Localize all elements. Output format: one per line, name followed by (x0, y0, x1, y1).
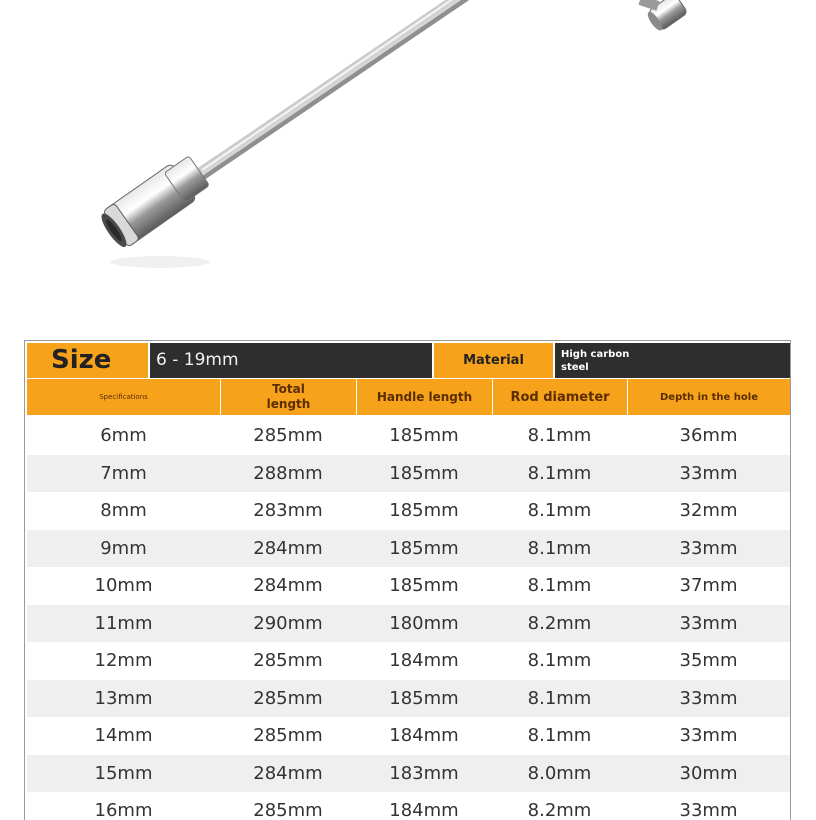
table-row (27, 567, 790, 605)
spec-cell: 6mm (100, 425, 147, 447)
rod-diameter-cell: 8.1mm (527, 425, 592, 447)
table-row (27, 530, 790, 568)
depth-cell: 33mm (679, 612, 738, 634)
total-length-cell: 288mm (253, 462, 323, 484)
spec-cell: 15mm (94, 762, 153, 784)
table-row (27, 642, 790, 680)
table-row (27, 417, 790, 455)
total-length-cell: 285mm (253, 800, 323, 820)
rod-diameter-cell: 8.1mm (527, 575, 592, 597)
handle-length-cell: 185mm (389, 537, 459, 559)
spec-cell: 14mm (94, 725, 153, 747)
table-title-bar (25, 341, 791, 379)
header-specifications: Specifications (99, 393, 148, 401)
table-row (27, 455, 790, 493)
header-depth-in-hole: Depth in the hole (627, 379, 790, 415)
material-label: Material (432, 343, 553, 378)
handle-length-cell: 184mm (389, 800, 459, 820)
rod-diameter-cell: 8.2mm (527, 800, 592, 820)
spec-cell: 13mm (94, 687, 153, 709)
spec-table (24, 340, 791, 820)
rod-diameter-cell: 8.2mm (527, 612, 592, 634)
total-length-cell: 284mm (253, 575, 323, 597)
table-header-row (27, 379, 790, 415)
rod-diameter-cell: 8.1mm (527, 500, 592, 522)
rod-diameter-cell: 8.1mm (527, 725, 592, 747)
size-value: 6 - 19mm (148, 343, 432, 378)
depth-cell: 33mm (679, 687, 738, 709)
table-row (27, 680, 790, 718)
header-handle-length: Handle length (356, 379, 492, 415)
total-length-cell: 285mm (253, 425, 323, 447)
wrench-product-image (0, 0, 816, 330)
spec-cell: 10mm (94, 575, 153, 597)
rod-diameter-cell: 8.1mm (527, 537, 592, 559)
depth-cell: 30mm (679, 762, 738, 784)
handle-length-cell: 180mm (389, 612, 459, 634)
handle-length-cell: 183mm (389, 762, 459, 784)
total-length-cell: 285mm (253, 725, 323, 747)
table-body (27, 417, 790, 820)
depth-cell: 33mm (679, 462, 738, 484)
handle-length-cell: 185mm (389, 462, 459, 484)
total-length-cell: 284mm (253, 537, 323, 559)
handle-length-cell: 185mm (389, 425, 459, 447)
handle-length-cell: 185mm (389, 575, 459, 597)
table-row (27, 755, 790, 793)
header-total-length-line1: Total (272, 382, 305, 396)
spec-cell: 9mm (100, 537, 147, 559)
rod-diameter-cell: 8.1mm (527, 650, 592, 672)
material-value (553, 343, 790, 378)
handle-length-cell: 185mm (389, 687, 459, 709)
depth-cell: 37mm (679, 575, 738, 597)
total-length-cell: 283mm (253, 500, 323, 522)
spec-cell: 12mm (94, 650, 153, 672)
depth-cell: 33mm (679, 537, 738, 559)
handle-length-cell: 184mm (389, 650, 459, 672)
material-value-line2: steel (561, 362, 589, 373)
spec-cell: 7mm (100, 462, 147, 484)
material-value-line1: High carbon (561, 349, 630, 360)
header-total-length-line2: length (266, 397, 311, 411)
spec-cell: 8mm (100, 500, 147, 522)
spec-cell: 11mm (94, 612, 153, 634)
depth-cell: 35mm (679, 650, 738, 672)
table-row (27, 492, 790, 530)
total-length-cell: 290mm (253, 612, 323, 634)
total-length-cell: 284mm (253, 762, 323, 784)
rod-diameter-cell: 8.1mm (527, 462, 592, 484)
spec-cell: 16mm (94, 800, 153, 820)
header-rod-diameter: Rod diameter (492, 379, 627, 415)
total-length-cell: 285mm (253, 687, 323, 709)
table-row (27, 717, 790, 755)
depth-cell: 32mm (679, 500, 738, 522)
handle-length-cell: 185mm (389, 500, 459, 522)
depth-cell: 33mm (679, 725, 738, 747)
table-row (27, 605, 790, 643)
total-length-cell: 285mm (253, 650, 323, 672)
header-total-length (220, 379, 356, 415)
depth-cell: 33mm (679, 800, 738, 820)
size-label: Size (27, 343, 148, 378)
rod-diameter-cell: 8.0mm (527, 762, 592, 784)
rod-diameter-cell: 8.1mm (527, 687, 592, 709)
handle-length-cell: 184mm (389, 725, 459, 747)
depth-cell: 36mm (679, 425, 738, 447)
